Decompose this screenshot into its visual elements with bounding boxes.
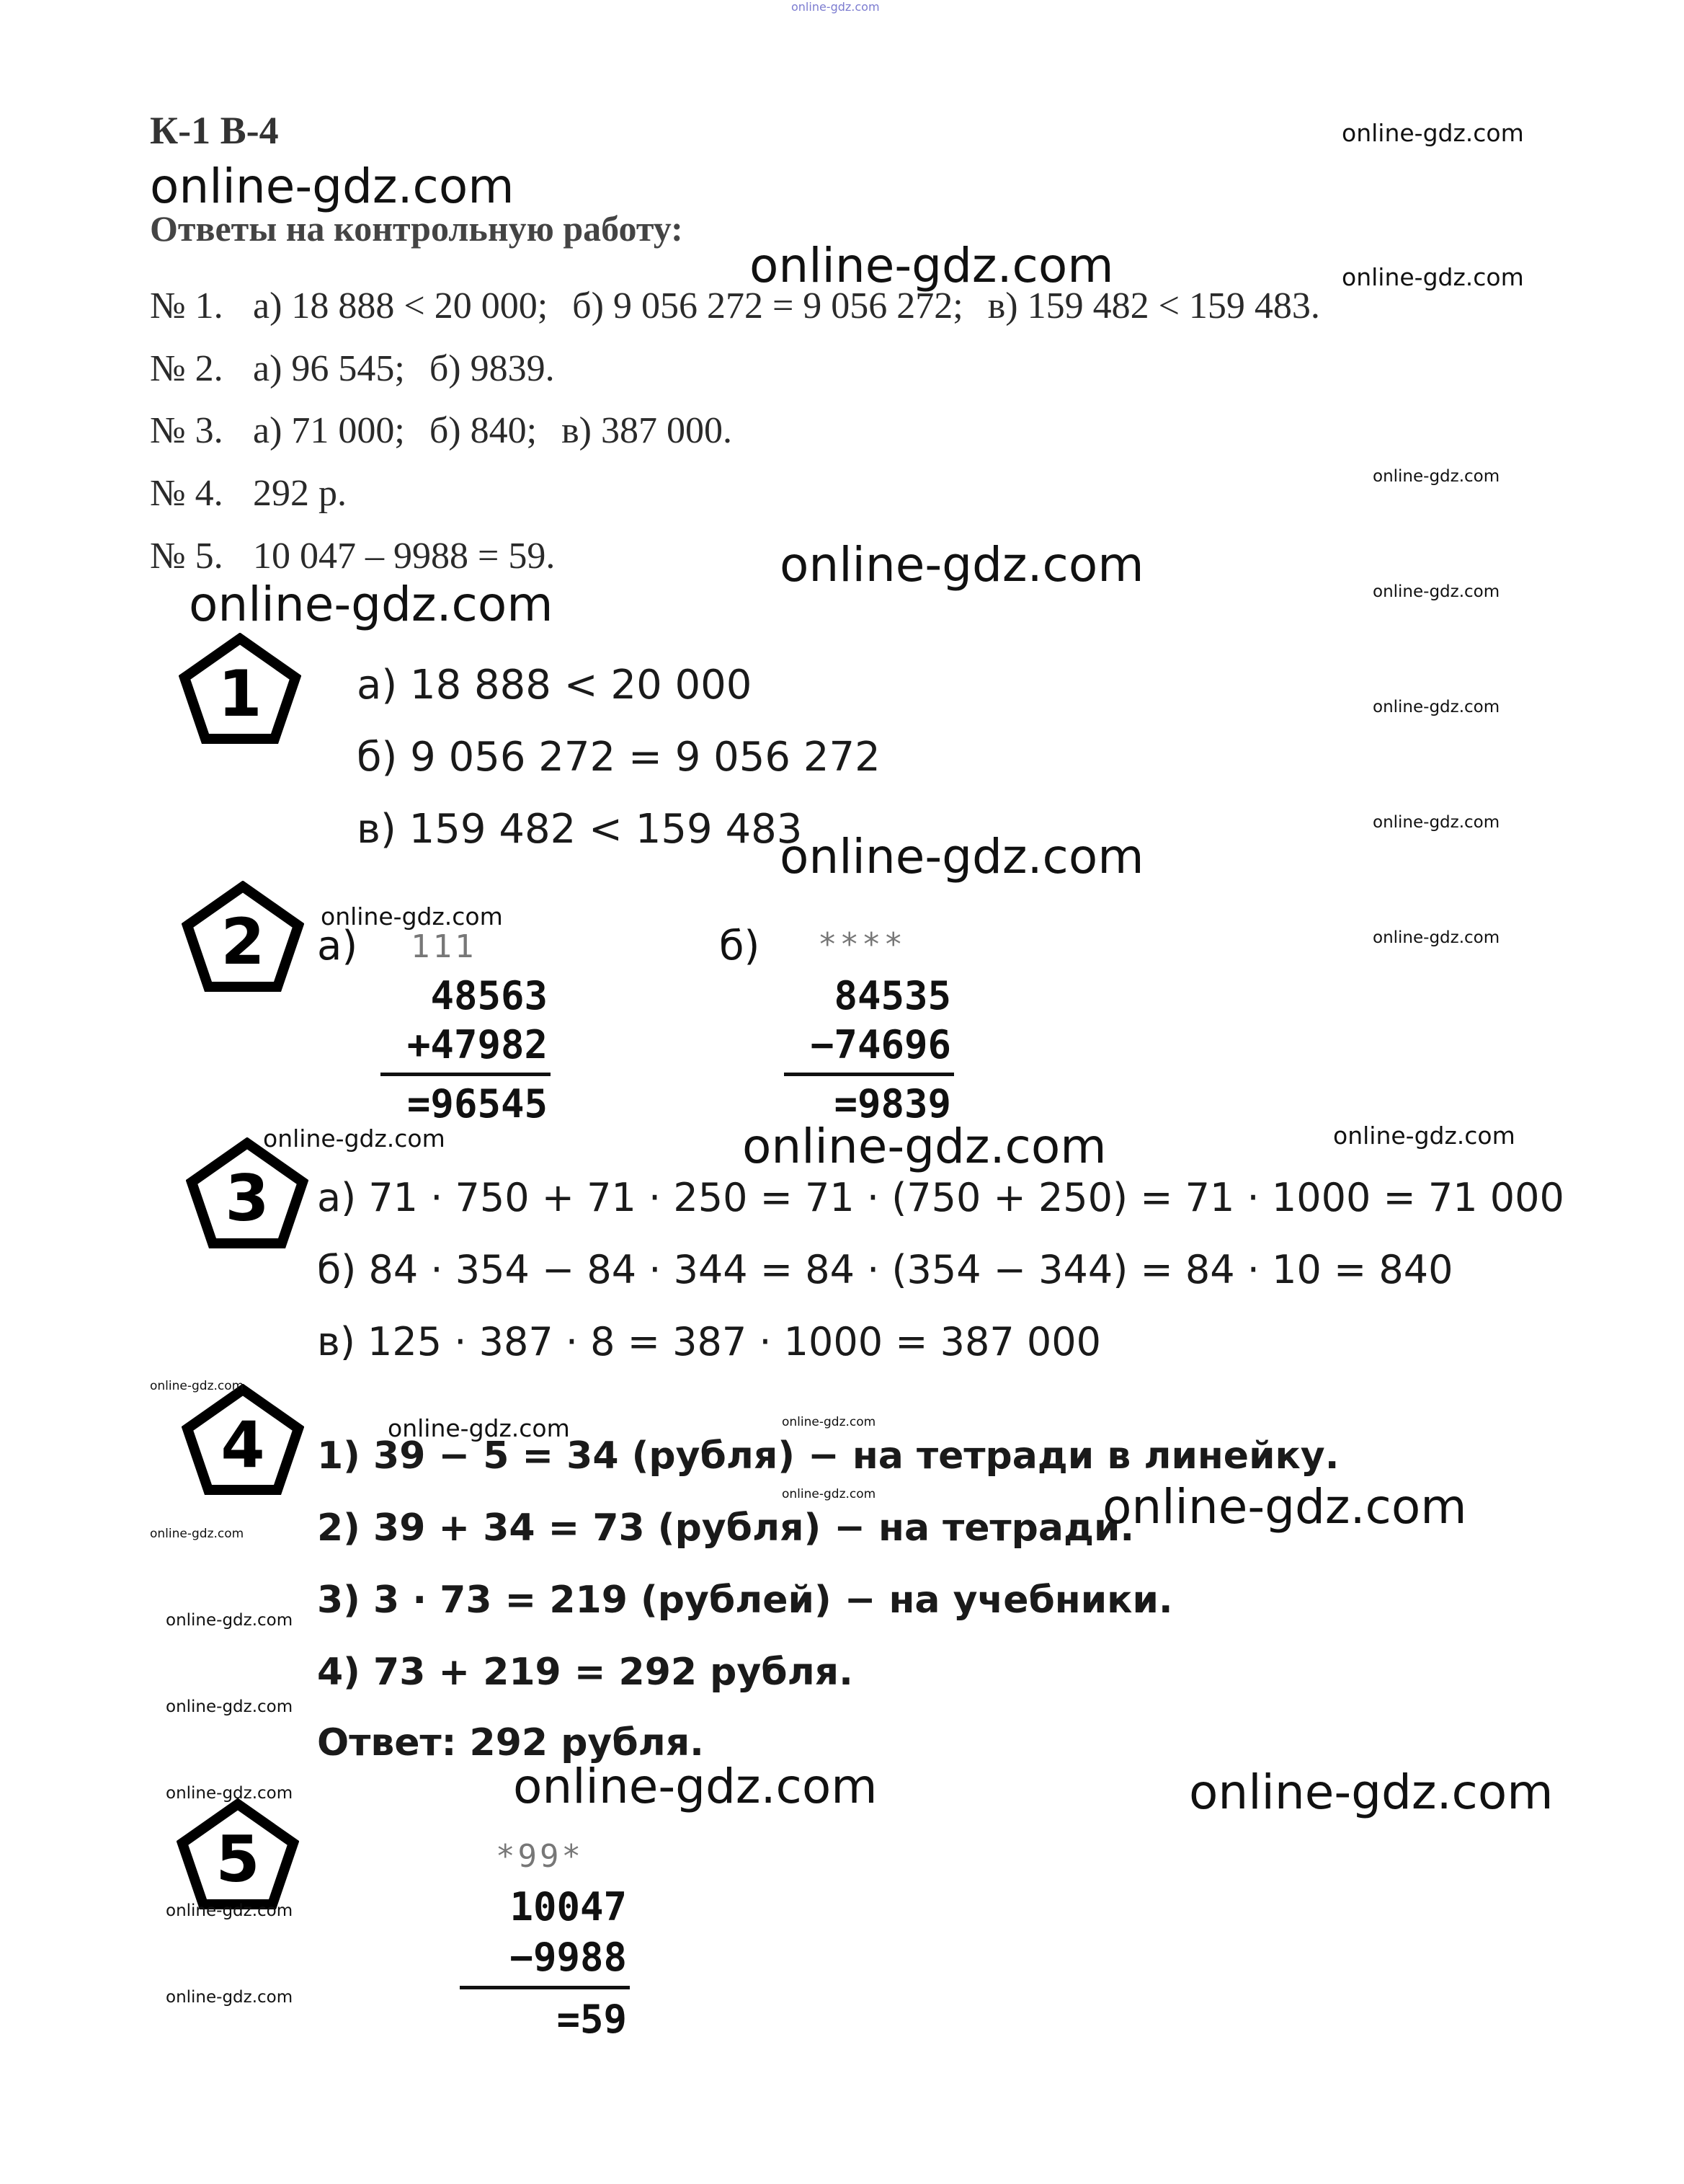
answer-row-3 [150, 409, 757, 452]
answer-part: а) 18 888 < 20 000; [253, 285, 548, 327]
watermark: online-gdz.com [782, 1415, 876, 1429]
watermark: online-gdz.com [166, 1988, 293, 2007]
watermark: online-gdz.com [1373, 582, 1500, 601]
watermark: online-gdz.com [1373, 698, 1500, 716]
solution-4-step-1: 1) 39 − 5 = 34 (рубля) − на тетради в линейку. [317, 1434, 1340, 1478]
column-a-result: =96545 [406, 1081, 548, 1127]
watermark: online-gdz.com [263, 1124, 445, 1153]
watermark: online-gdz.com [1373, 813, 1500, 832]
watermark: online-gdz.com [1373, 928, 1500, 947]
badge-number: 4 [220, 1408, 265, 1482]
badge-number: 1 [218, 657, 262, 731]
solution-4-answer: Ответ: 292 рубля. [317, 1721, 704, 1764]
watermark: online-gdz.com [166, 1611, 293, 1630]
watermark: online-gdz.com [513, 1759, 878, 1814]
watermark: online-gdz.com [1342, 119, 1524, 147]
answer-row-5 [150, 535, 579, 577]
column-5-top: 10047 [509, 1884, 627, 1930]
task-2-badge [182, 881, 304, 993]
answer-number: № 5. [150, 536, 223, 577]
answer-row-4 [150, 472, 371, 515]
answer-part: 292 р. [253, 473, 347, 514]
solution-4-step-2: 2) 39 + 34 = 73 (рубля) − на тетради. [317, 1506, 1135, 1550]
watermark: online-gdz.com [166, 1784, 293, 1803]
column-5-rule [460, 1986, 630, 1989]
column-b-rule [784, 1073, 954, 1076]
column-a-top: 48563 [430, 973, 548, 1018]
answer-part: 10 047 – 9988 = 59. [253, 536, 556, 577]
column-5-bottom: −9988 [509, 1935, 627, 1980]
column-a-label: а) [317, 923, 358, 969]
badge-number: 3 [225, 1161, 269, 1235]
watermark: online-gdz.com [1333, 1122, 1515, 1150]
column-a-rule [380, 1073, 551, 1076]
column-b-top: 84535 [834, 973, 951, 1018]
answer-number: № 3. [150, 410, 223, 451]
task-3-badge [186, 1137, 308, 1249]
solution-4-step-4: 4) 73 + 219 = 292 рубля. [317, 1651, 853, 1694]
watermark: online-gdz.com [742, 1119, 1107, 1174]
answer-part: а) 96 545; [253, 348, 405, 389]
watermark: online-gdz.com [321, 902, 503, 931]
solution-3-line-c: в) 125 · 387 · 8 = 387 · 1000 = 387 000 [317, 1319, 1101, 1364]
answer-part: б) 840; [429, 410, 538, 451]
badge-number: 2 [220, 905, 265, 979]
watermark: online-gdz.com [1102, 1479, 1467, 1535]
column-5-result: =59 [556, 1997, 627, 2042]
watermark: online-gdz.com [189, 577, 553, 632]
answer-part: в) 159 482 < 159 483. [987, 285, 1320, 327]
answer-number: № 1. [150, 285, 223, 327]
watermark: online-gdz.com [150, 1379, 244, 1393]
solution-3-line-b: б) 84 · 354 − 84 · 344 = 84 · (354 − 344) = 84 · 10 = 840 [317, 1247, 1453, 1292]
task-1-badge [179, 633, 301, 745]
answer-row-2 [150, 347, 579, 390]
watermark: online-gdz.com [150, 1527, 244, 1541]
column-5-carry: *99* [496, 1838, 584, 1875]
answer-part: б) 9 056 272 = 9 056 272; [572, 285, 963, 327]
task-4-badge [182, 1384, 304, 1496]
watermark: online-gdz.com [749, 238, 1114, 293]
watermark: online-gdz.com [1189, 1764, 1554, 1820]
watermark: online-gdz.com [780, 537, 1144, 592]
column-b-label: б) [719, 923, 760, 969]
solution-3-line-a: а) 71 · 750 + 71 · 250 = 71 · (750 + 250) = 71 · 1000 = 71 000 [317, 1175, 1564, 1220]
solution-1-line-a: а) 18 888 < 20 000 [357, 662, 752, 709]
column-b-result: =9839 [834, 1081, 951, 1127]
column-a-bottom: +47982 [406, 1022, 548, 1067]
watermark: online-gdz.com [388, 1414, 570, 1442]
watermark-top: online-gdz.com [791, 0, 880, 14]
answer-number: № 2. [150, 348, 223, 389]
watermark: online-gdz.com [782, 1487, 876, 1501]
column-a-carry: 111 [411, 928, 477, 965]
answer-part: б) 9839. [429, 348, 555, 389]
watermark: online-gdz.com [166, 1901, 293, 1920]
watermark: online-gdz.com [1373, 467, 1500, 486]
solution-4-step-3: 3) 3 · 73 = 219 (рублей) − на учебники. [317, 1579, 1173, 1622]
column-b-carry: **** [818, 926, 906, 963]
answer-row-1 [150, 285, 1345, 327]
answer-part: в) 387 000. [561, 410, 732, 451]
solution-1-line-b: б) 9 056 272 = 9 056 272 [357, 734, 881, 781]
watermark: online-gdz.com [1342, 263, 1524, 291]
watermark: online-gdz.com [150, 159, 514, 214]
watermark: online-gdz.com [166, 1697, 293, 1716]
task-5-badge [177, 1798, 299, 1910]
page-title: К-1 В-4 [150, 109, 279, 152]
answer-number: № 4. [150, 473, 223, 514]
badge-number: 5 [215, 1822, 260, 1896]
answer-part: а) 71 000; [253, 410, 405, 451]
page-subtitle: Ответы на контрольную работу: [150, 208, 683, 249]
solution-1-line-c: в) 159 482 < 159 483 [357, 806, 803, 853]
watermark: online-gdz.com [780, 829, 1144, 884]
column-b-bottom: −74696 [810, 1022, 951, 1067]
